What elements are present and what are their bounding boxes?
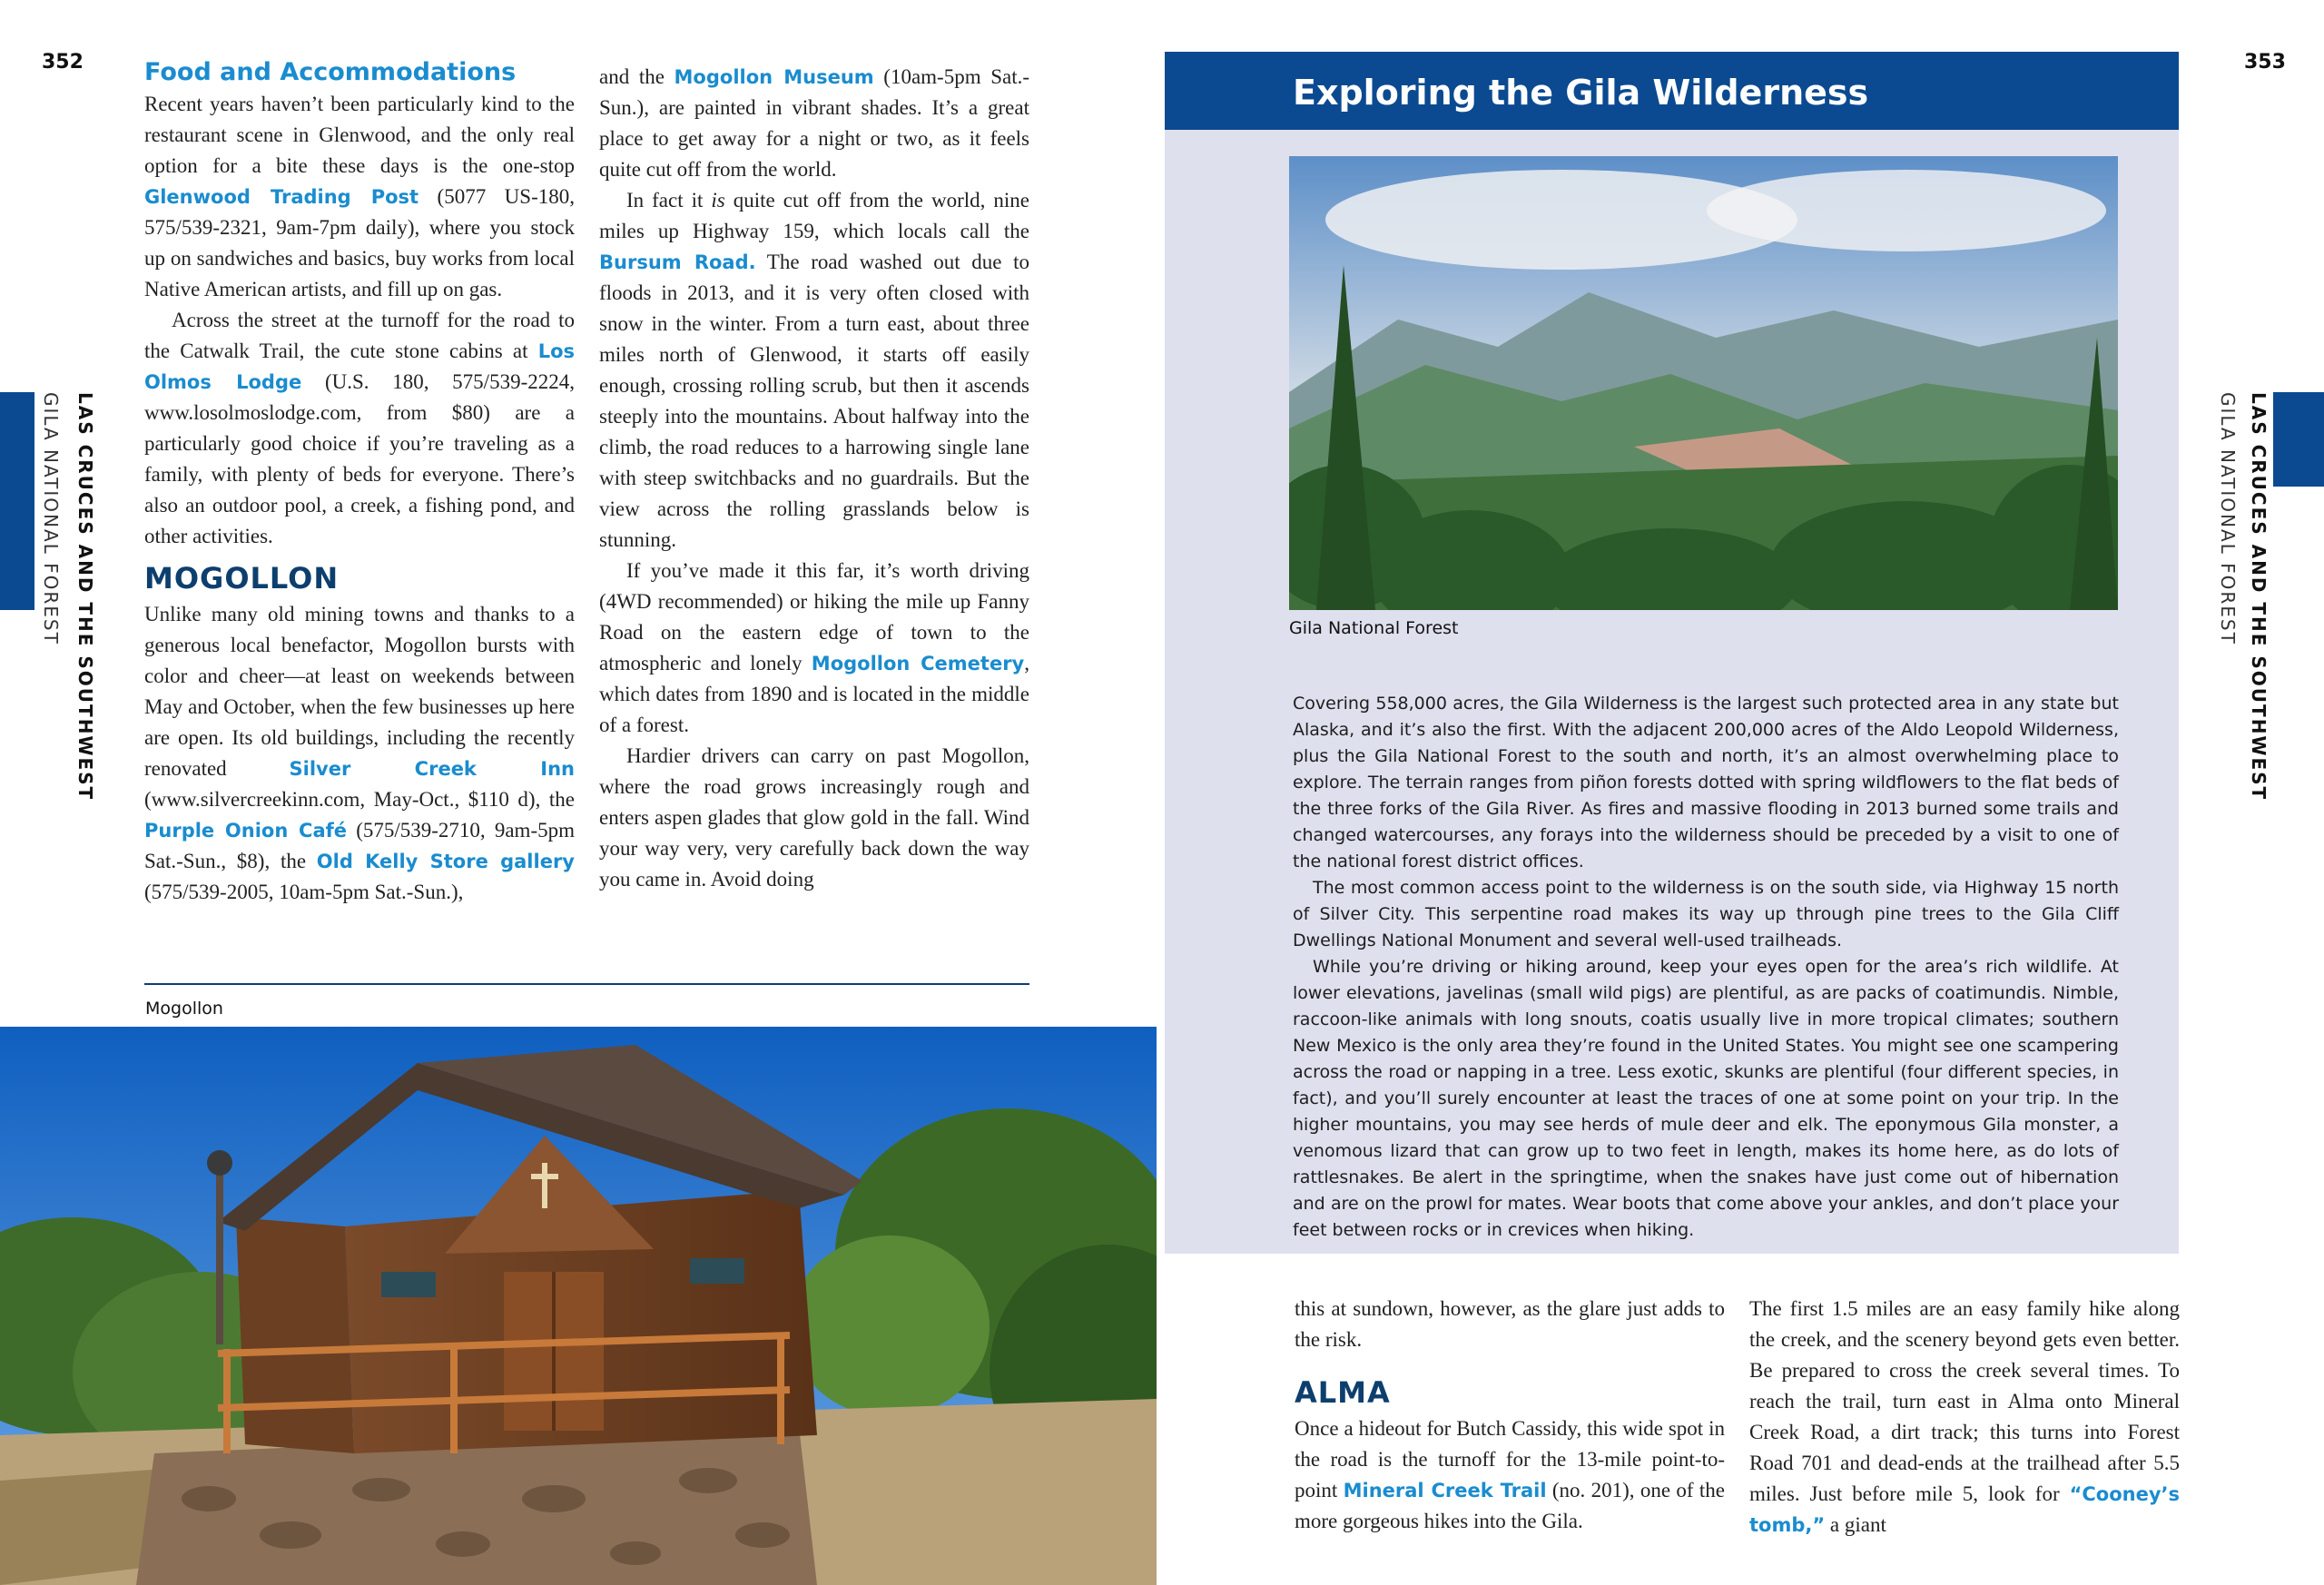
paragraph: Once a hideout for Butch Cassidy, this wide spot in the road is the turnoff for the 13-mile point-to-point Mineral Creek Trail (no. 201), one of the more gorgeous hikes into the Gila.	[1295, 1417, 1725, 1532]
running-head-right	[2248, 392, 2270, 801]
page-number-right: 353	[2244, 51, 2286, 74]
link-cooneys-tomb[interactable]: “Cooney’s tomb,”	[1749, 1483, 2180, 1536]
paragraph: Across the street at the turnoff for the road to the Catwalk Trail, the cute stone cabins at Los Olmos Lodge (U.S. 180, 575/539-2224, www.losolmoslodge.com, from $80) are a particularly good choice if you’re traveling as a family, with plenty of beds for everyone. There’s also an outdoor pool, a creek, a fishing pond, and other activities.	[144, 309, 575, 547]
left-column-1	[144, 56, 575, 908]
photo-mogollon-chapel	[0, 1027, 1157, 1585]
photo-caption-gila: Gila National Forest	[1289, 618, 1459, 638]
paragraph: While you’re driving or hiking around, keep your eyes open for the area’s rich wildlife. At lower elevations, javelinas (small wild pigs) are plentiful, as are packs of coatimundis. Nimble, raccoon-like animals with long snouts, coatis usually live in more tropical climates; southern New Mexico is the only area they’re found in the United States. You might see one scampering across the road or napping in a tree. Less exotic, skunks are plentiful (four different species, in fact), and you’ll surely encounter at least the traces of one at some point on your trip. In the higher mountains, you may see herds of mule deer and elk. The eponymous Gila monster, a venomous lizard that can grow up to two feet in length, makes its home here, as do lots of rattlesnakes. Be alert in the springtime, when the snakes have just come out of hibernation and are on the prowl for mates. Wear boots that come above your ankles, and don’t place your feet between rocks or in crevices when hiking.	[1293, 957, 2119, 1240]
photo-gila-national-forest	[1289, 156, 2118, 610]
paragraph: Hardier drivers can carry on past Mogollon, where the road grows increasingly rough and enters aspen glades that glow gold in the fall. Wind your way very, very carefully back down the way you came in. Avoid doing	[599, 744, 1029, 891]
running-head-chapter: LAS CRUCES AND THE SOUTHWEST	[74, 392, 96, 802]
running-head-section: GILA NATIONAL FOREST	[2217, 392, 2239, 645]
link-bursum-road[interactable]: Bursum Road.	[599, 251, 756, 273]
running-head-section: GILA NATIONAL FOREST	[40, 392, 62, 645]
chapter-tab-left	[0, 392, 34, 610]
sidebar-title: Exploring the Gila Wilderness	[1293, 73, 1869, 113]
paragraph: The most common access point to the wilderness is on the south side, via Highway 15 north of Silver City. This serpentine road makes its way up through pine trees to the Gila Cliff Dwellings National Monument and several well-used trailheads.	[1293, 878, 2119, 950]
link-silver-creek-inn[interactable]: Silver Creek Inn	[289, 758, 575, 780]
link-old-kelly-store[interactable]: Old Kelly Store gallery	[316, 851, 575, 872]
right-column-1	[1295, 1294, 1725, 1537]
link-mogollon-museum[interactable]: Mogollon Museum	[674, 66, 874, 88]
paragraph: Recent years haven’t been particularly kind to the restaurant scene in Glenwood, and the only real option for a bite these days is the one-stop Glenwood Trading Post (5077 US-180, 575/539-2321, 9am-7pm daily), where you stock up on sandwiches and basics, buy works from local Native American artists, and fill up on gas.	[144, 93, 575, 300]
link-mogollon-cemetery[interactable]: Mogollon Cemetery	[811, 653, 1025, 674]
paragraph: this at sundown, however, as the glare just adds to the risk.	[1295, 1297, 1725, 1351]
link-mineral-creek-trail[interactable]: Mineral Creek Trail	[1343, 1480, 1547, 1501]
running-head-chapter: LAS CRUCES AND THE SOUTHWEST	[2248, 392, 2270, 802]
right-column-2	[1749, 1294, 2180, 1541]
link-los-olmos-lodge[interactable]: Los Olmos Lodge	[144, 340, 575, 393]
section-heading: Food and Accommodations	[144, 58, 517, 86]
paragraph: In fact it is quite cut off from the world, nine miles up Highway 159, which locals call the Bursum Road. The road washed out due to floods in 2013, and it is very often closed with snow in the winter. From a turn east, about three miles north of Glenwood, it starts off easily enough, crossing rolling scrub, but then it ascends steeply into the mountains. About halfway into the climb, the road reduces to a harrowing single lane with steep switchbacks and no guardrails. But the view across the rolling grasslands below is stunning.	[599, 189, 1029, 551]
running-head-right-section	[2217, 392, 2239, 645]
chapter-tab-right	[2273, 392, 2324, 487]
page-number-left: 352	[42, 51, 84, 74]
running-head-left	[74, 392, 96, 801]
sidebar-text	[1293, 691, 2119, 1244]
paragraph: If you’ve made it this far, it’s worth driving (4WD recommended) or hiking the mile up Fanny Road on the eastern edge of town to the atmospheric and lonely Mogollon Cemetery, which dates from 1890 and is located in the middle of a forest.	[599, 559, 1029, 736]
paragraph: The first 1.5 miles are an easy family hike along the creek, and the scenery beyond gets even better. Be prepared to cross the creek several times. To reach the trail, turn east in Alma onto Mineral Creek Road, a dirt track; this turns into Forest Road 701 and dead-ends at the trailhead after 5.5 miles. Just before mile 5, look for “Cooney’s tomb,” a giant	[1749, 1297, 2180, 1536]
paragraph: and the Mogollon Museum (10am-5pm Sat.-Sun.), are painted in vibrant shades. It’s a great place to get away for a night or two, as it feels quite cut off from the world.	[599, 65, 1030, 181]
paragraph: Covering 558,000 acres, the Gila Wilderness is the largest such protected area in any state but Alaska, and it’s also the first. With the adjacent 200,000 acres of the Aldo Leopold Wilderness, plus the Gila National Forest to the south and north, it’s an almost overwhelming place to explore. The terrain ranges from piñon forests dotted with spring wildflowers to the flat beds of the three forks of the Gila River. As fires and massive flooding in 2013 burned some trails and changed watercourses, any forays into the wilderness should be preceded by a visit to one of the national forest district offices.	[1293, 694, 2119, 871]
caption-rule	[144, 983, 1029, 985]
photo-caption-mogollon: Mogollon	[145, 999, 223, 1019]
link-purple-onion-cafe[interactable]: Purple Onion Café	[144, 820, 348, 842]
section-heading-alma: ALMA	[1295, 1375, 1391, 1410]
left-column-2	[599, 62, 1029, 895]
section-heading-mogollon: MOGOLLON	[144, 561, 340, 596]
link-glenwood-trading-post[interactable]: Glenwood Trading Post	[144, 186, 419, 208]
running-head-left-section	[40, 392, 62, 645]
paragraph: Unlike many old mining towns and thanks to a generous local benefactor, Mogollon bursts with color and cheer—at least on weekends between May and October, when the few businesses up here are open. Its old buildings, including the recently renovated Silver Creek Inn (www.silvercreekinn.com, May-Oct., $110 d), the Purple Onion Café (575/539-2710, 9am-5pm Sat.-Sun., $8), the Old Kelly Store gallery (575/539-2005, 10am-5pm Sat.-Sun.),	[144, 603, 575, 903]
